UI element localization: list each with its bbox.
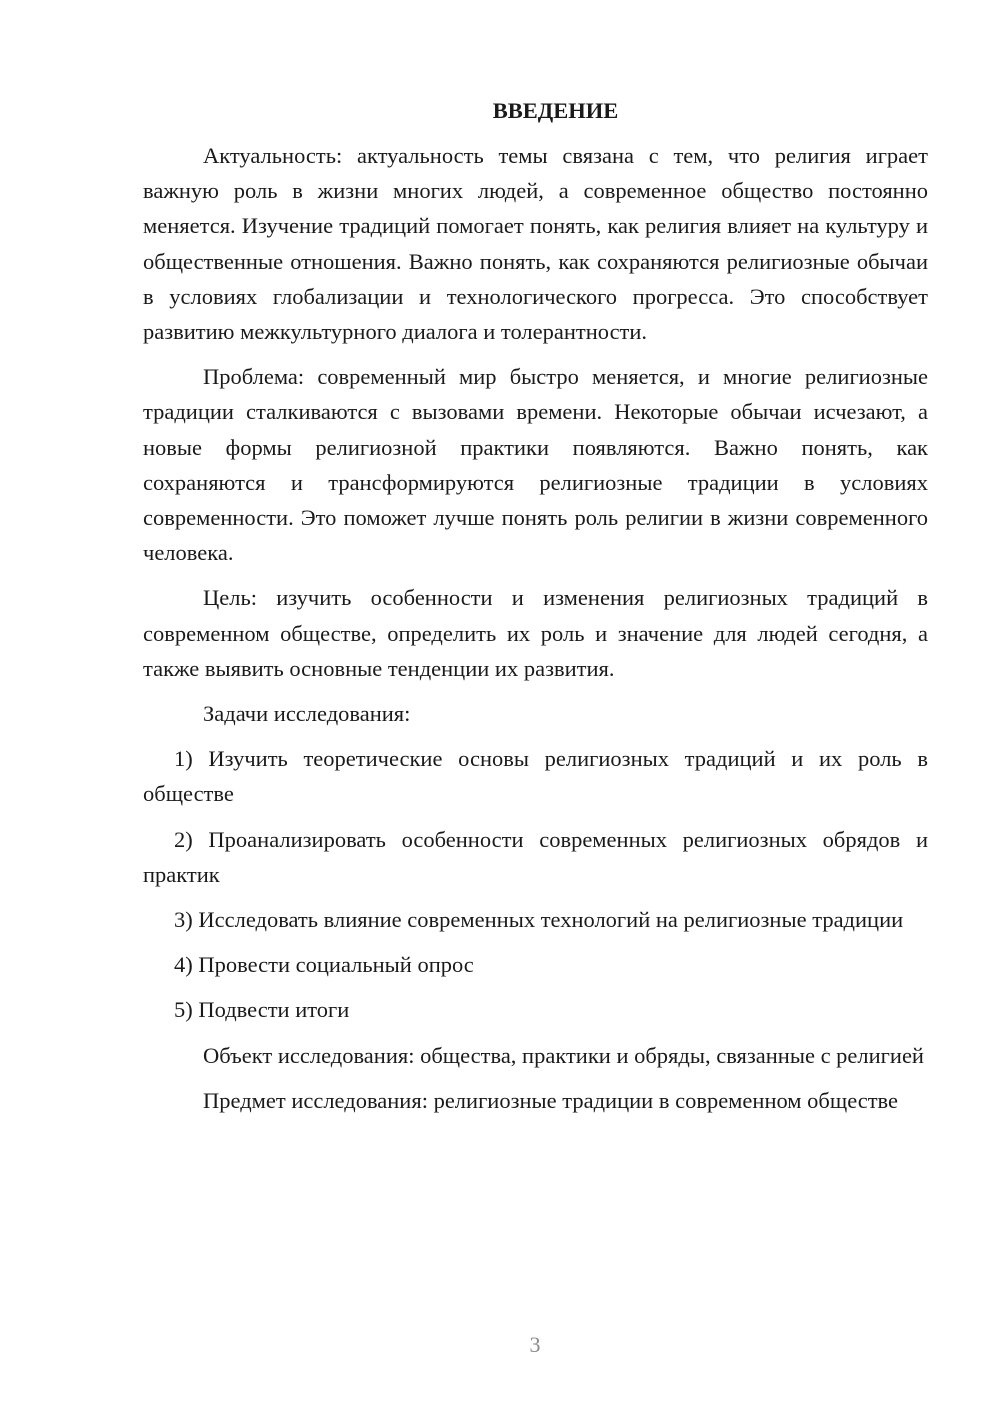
task-item-1: 1) Изучить теоретические основы религиозных традиций и их роль в обществе	[143, 746, 928, 807]
task-item-3: 3) Исследовать влияние современных технологий на религиозные традиции	[174, 907, 904, 933]
task-item-2: 2) Проанализировать особенности современных религиозных обрядов и практик	[143, 826, 928, 887]
section-heading: ВВЕДЕНИЕ	[492, 98, 619, 123]
problem-paragraph: Проблема: современный мир быстро меняется, и многие религиозные традиции сталкиваются с вызовами времени. Некоторые обычаи исчезают, а новые формы религиозной практики появляются. Важно понять, как сохраняются и трансформируются религиозные традиции в условиях современности. Это поможет лучше понять роль религии в жизни современного человека.	[143, 364, 928, 566]
task-item-5: 5) Подвести итоги	[174, 997, 350, 1023]
page-content	[143, 96, 928, 1128]
page-number: 3	[529, 1332, 541, 1357]
goal-paragraph: Цель: изучить особенности и изменения религиозных традиций в современном обществе, определить их роль и значение для людей сегодня, а также выявить основные тенденции их развития.	[143, 585, 928, 681]
subject-paragraph: Предмет исследования: религиозные традиции в современном обществе	[203, 1087, 899, 1113]
task-item-4: 4) Провести социальный опрос	[174, 952, 474, 978]
relevance-paragraph: Актуальность: актуальность темы связана с тем, что религия играет важную роль в жизни многих людей, а современное общество постоянно меняется. Изучение традиций помогает понять, как религия влияет на культуру и общественные отношения. Важно понять, как сохраняются религиозные обычаи в условиях глобализации и технологического прогресса. Это способствует развитию межкультурного диалога и толерантности.	[143, 143, 928, 345]
tasks-label: Задачи исследования:	[203, 701, 411, 727]
object-paragraph: Объект исследования: общества, практики и обряды, связанные с религией	[203, 1042, 924, 1068]
